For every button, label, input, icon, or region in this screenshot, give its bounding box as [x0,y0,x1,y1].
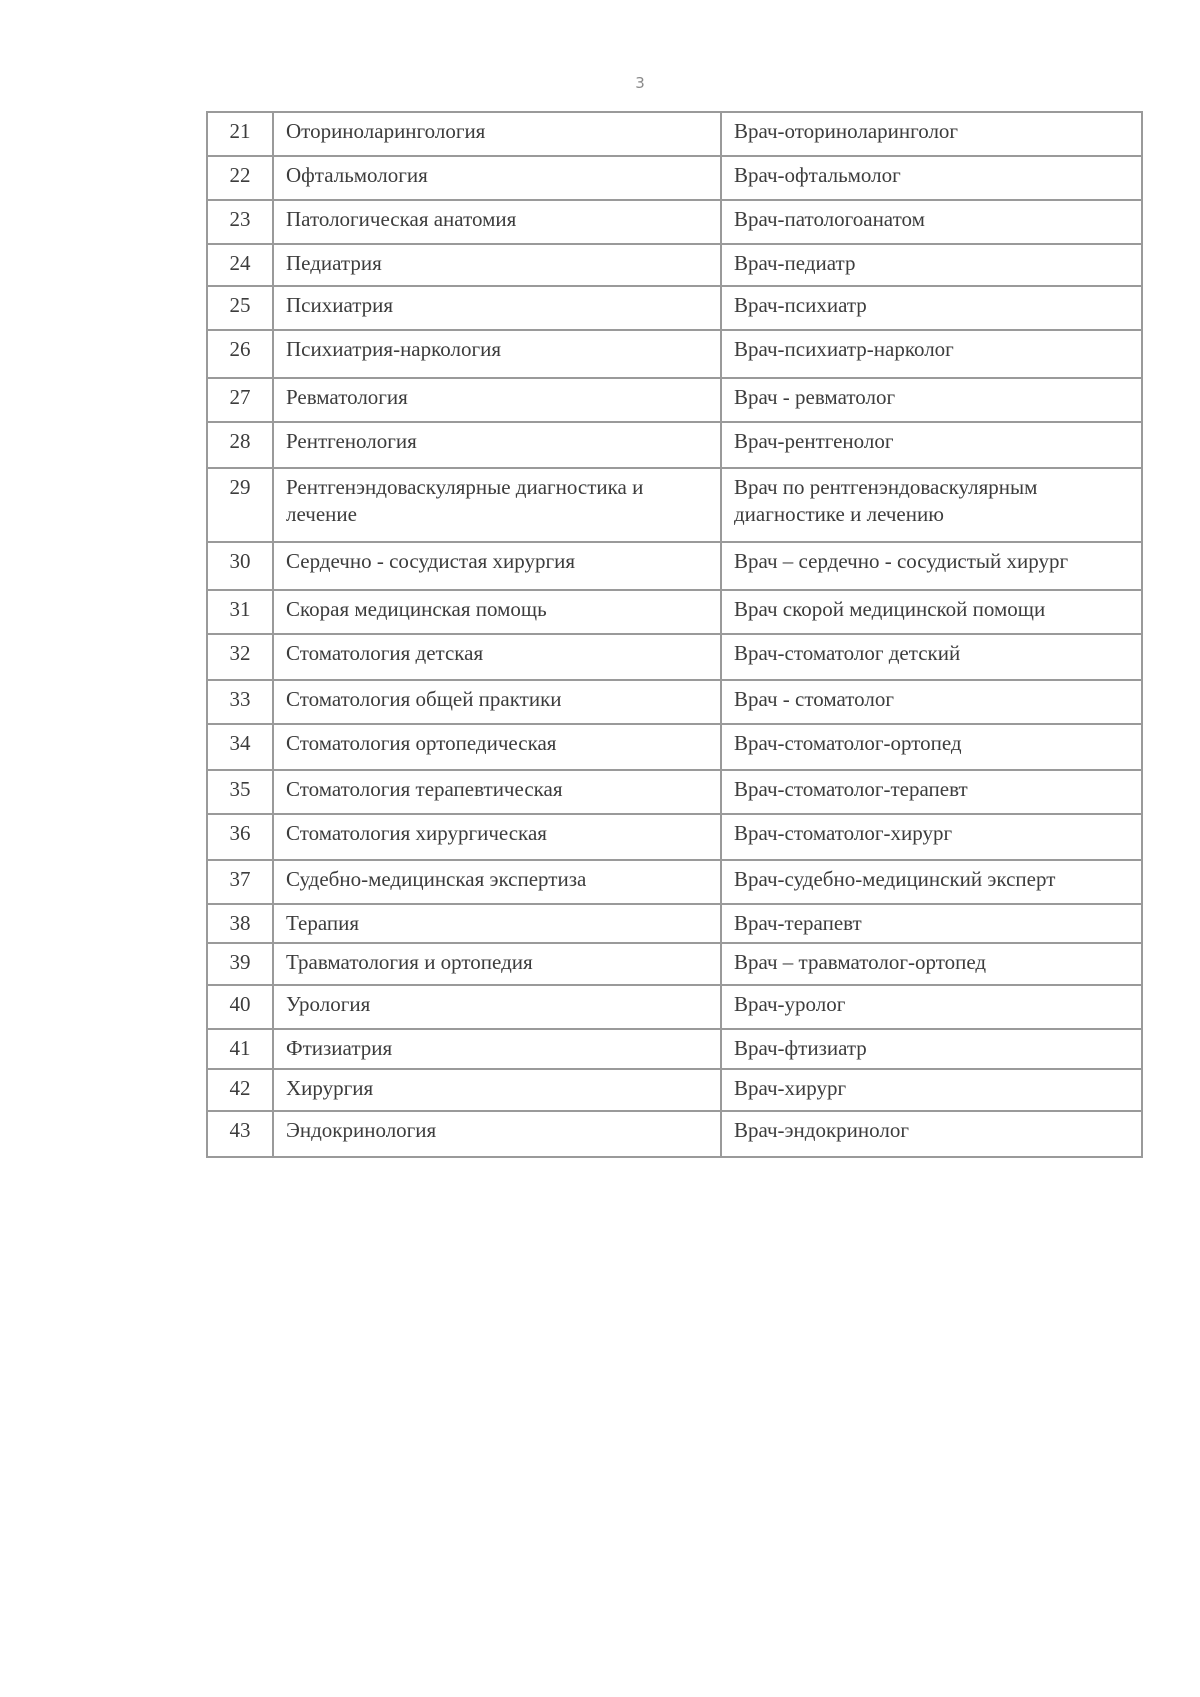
row-number-cell: 39 [207,943,273,985]
position-cell: Врач-судебно-медицинский эксперт [721,860,1142,904]
row-number-cell: 36 [207,814,273,860]
row-number-cell: 34 [207,724,273,770]
position-cell: Врач - ревматолог [721,378,1142,422]
specialty-cell: Рентгенология [273,422,721,468]
row-number-cell: 33 [207,680,273,724]
table-row [207,422,1142,468]
table-row [207,985,1142,1029]
position-cell: Врач-терапевт [721,904,1142,943]
row-number-cell: 30 [207,542,273,590]
table-row [207,680,1142,724]
table-row [207,378,1142,422]
specialty-cell: Эндокринология [273,1111,721,1157]
position-cell: Врач - стоматолог [721,680,1142,724]
table-row [207,860,1142,904]
row-number-cell: 32 [207,634,273,680]
table-row [207,904,1142,943]
table-row [207,814,1142,860]
table-row [207,1069,1142,1111]
row-number-cell: 35 [207,770,273,814]
table-row [207,244,1142,286]
specialty-cell: Психиатрия-наркология [273,330,721,378]
specialty-cell: Стоматология общей практики [273,680,721,724]
position-cell: Врач по рентгенэндоваскулярным диагностике и лечению [721,468,1142,542]
row-number-cell: 31 [207,590,273,634]
table-row [207,1111,1142,1157]
specialty-table [206,111,1143,1158]
position-cell: Врач скорой медицинской помощи [721,590,1142,634]
row-number-cell: 22 [207,156,273,200]
specialty-cell: Фтизиатрия [273,1029,721,1069]
specialty-cell: Патологическая анатомия [273,200,721,244]
table-row [207,156,1142,200]
table-row [207,770,1142,814]
table-row [207,330,1142,378]
table-row [207,112,1142,156]
row-number-cell: 41 [207,1029,273,1069]
table-row [207,724,1142,770]
table-row [207,1029,1142,1069]
specialty-cell: Стоматология детская [273,634,721,680]
position-cell: Врач – сердечно - сосудистый хирург [721,542,1142,590]
specialty-cell: Стоматология хирургическая [273,814,721,860]
position-cell: Врач-стоматолог-терапевт [721,770,1142,814]
specialty-cell: Урология [273,985,721,1029]
row-number-cell: 26 [207,330,273,378]
row-number-cell: 43 [207,1111,273,1157]
position-cell: Врач-эндокринолог [721,1111,1142,1157]
specialty-cell: Терапия [273,904,721,943]
row-number-cell: 40 [207,985,273,1029]
position-cell: Врач-стоматолог-ортопед [721,724,1142,770]
position-cell: Врач-педиатр [721,244,1142,286]
table-row [207,468,1142,542]
row-number-cell: 27 [207,378,273,422]
position-cell: Врач-офтальмолог [721,156,1142,200]
row-number-cell: 21 [207,112,273,156]
row-number-cell: 42 [207,1069,273,1111]
specialty-cell: Скорая медицинская помощь [273,590,721,634]
position-cell: Врач-психиатр [721,286,1142,330]
row-number-cell: 28 [207,422,273,468]
table-row [207,286,1142,330]
table-row [207,542,1142,590]
position-cell: Врач-рентгенолог [721,422,1142,468]
position-cell: Врач-уролог [721,985,1142,1029]
row-number-cell: 25 [207,286,273,330]
page-number: 3 [635,74,645,92]
row-number-cell: 37 [207,860,273,904]
specialty-cell: Хирургия [273,1069,721,1111]
position-cell: Врач-хирург [721,1069,1142,1111]
specialty-cell: Рентгенэндоваскулярные диагностика и лечение [273,468,721,542]
row-number-cell: 38 [207,904,273,943]
specialty-cell: Травматология и ортопедия [273,943,721,985]
position-cell: Врач-патологоанатом [721,200,1142,244]
position-cell: Врач-оториноларинголог [721,112,1142,156]
position-cell: Врач-стоматолог-хирург [721,814,1142,860]
specialty-cell: Педиатрия [273,244,721,286]
specialty-table-body [207,112,1142,1157]
row-number-cell: 24 [207,244,273,286]
specialty-cell: Судебно-медицинская экспертиза [273,860,721,904]
position-cell: Врач-психиатр-нарколог [721,330,1142,378]
row-number-cell: 23 [207,200,273,244]
position-cell: Врач – травматолог-ортопед [721,943,1142,985]
table-row [207,590,1142,634]
specialty-cell: Стоматология терапевтическая [273,770,721,814]
table-row [207,200,1142,244]
table-row [207,943,1142,985]
specialty-cell: Сердечно - сосудистая хирургия [273,542,721,590]
specialty-cell: Офтальмология [273,156,721,200]
row-number-cell: 29 [207,468,273,542]
specialty-cell: Психиатрия [273,286,721,330]
table-row [207,634,1142,680]
specialty-cell: Оториноларингология [273,112,721,156]
position-cell: Врач-фтизиатр [721,1029,1142,1069]
specialty-cell: Стоматология ортопедическая [273,724,721,770]
specialty-cell: Ревматология [273,378,721,422]
position-cell: Врач-стоматолог детский [721,634,1142,680]
